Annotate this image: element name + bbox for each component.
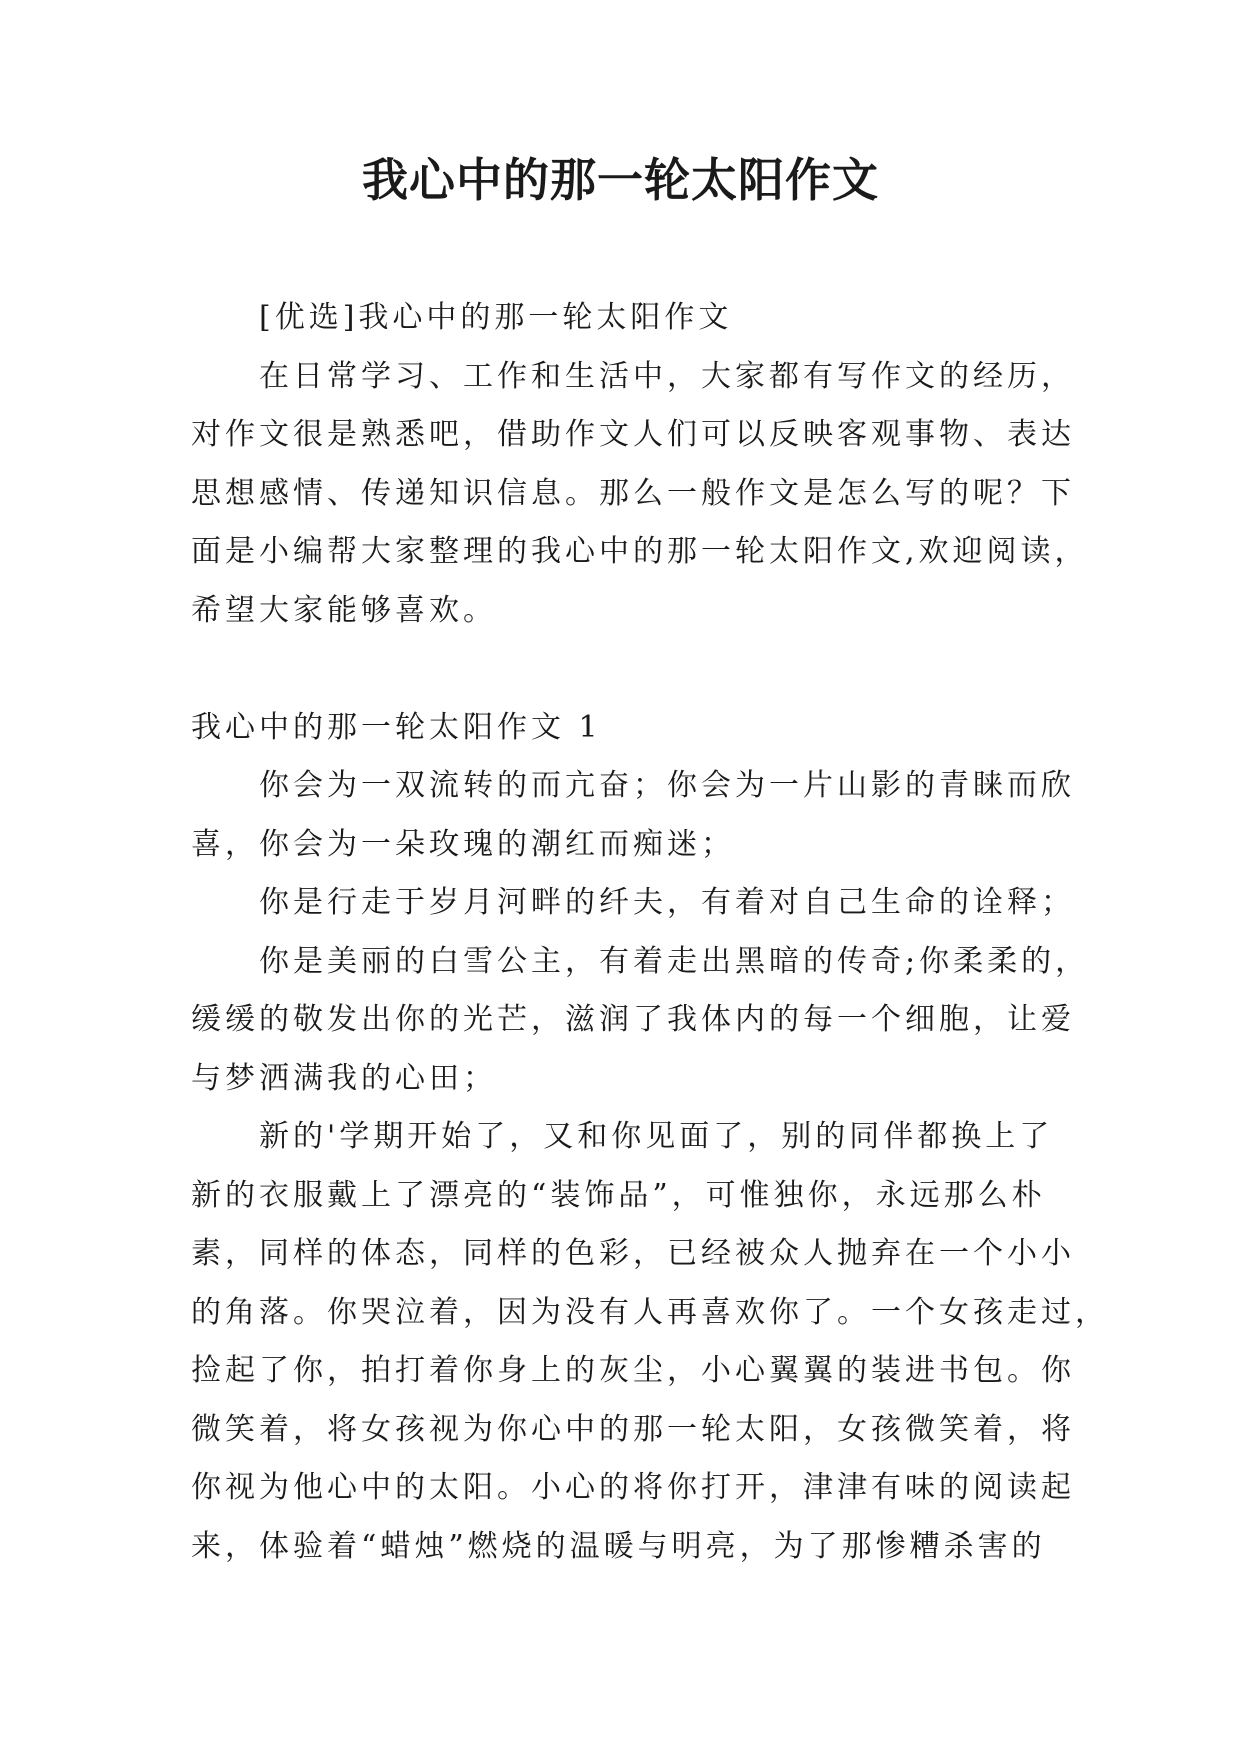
- document-title: 我心中的那一轮太阳作文: [362, 153, 879, 207]
- paragraph-line: 新的'学期开始了，又和你见面了，别的同伴都换上了: [259, 1119, 1054, 1154]
- paragraph-line: 你是行走于岁月河畔的纤夫，有着对自己生命的诠释；: [259, 885, 1075, 920]
- blank-line: [191, 640, 1075, 699]
- paragraph-line: 你是美丽的白雪公主，有着走出黑暗的传奇;你柔柔的，: [259, 943, 1090, 979]
- paragraph-line: 思想感情、传递知识信息。那么一般作文是怎么写的呢？下: [191, 475, 1075, 511]
- paragraph-line: 素，同样的体态，同样的色彩，已经被众人抛弃在一个小小: [191, 1236, 1075, 1271]
- paragraph-line: 面是小编帮大家整理的我心中的那一轮太阳作文,欢迎阅读，: [191, 534, 1089, 569]
- section-heading: 我心中的那一轮太阳作文 1: [191, 709, 602, 745]
- document-body: [191, 289, 1109, 1576]
- paragraph-line: [优选]我心中的那一轮太阳作文: [259, 300, 733, 335]
- paragraph-line: 的角落。你哭泣着，因为没有人再喜欢你了。一个女孩走过，: [191, 1294, 1109, 1330]
- paragraph-line: 你视为他心中的太阳。小心的将你打开，津津有味的阅读起: [191, 1470, 1075, 1505]
- paragraph-line: 微笑着，将女孩视为你心中的那一轮太阳，女孩微笑着，将: [191, 1411, 1075, 1447]
- paragraph-line: 来，体验着“蜡烛”燃烧的温暖与明亮，为了那惨糟杀害的: [191, 1528, 1046, 1564]
- paragraph-line: 希望大家能够喜欢。: [191, 592, 497, 628]
- paragraph-line: 与梦洒满我的心田；: [191, 1060, 497, 1096]
- paragraph-line: 缓缓的敬发出你的光芒，滋润了我体内的每一个细胞，让爱: [191, 1002, 1075, 1037]
- paragraph-line: 你会为一双流转的而亢奋；你会为一片山影的青睐而欣: [259, 768, 1075, 803]
- paragraph-line: 在日常学习、工作和生活中，大家都有写作文的经历，: [259, 358, 1075, 394]
- paragraph-line: 新的衣服戴上了漂亮的“装饰品”，可惟独你，永远那么朴: [191, 1177, 1046, 1213]
- paragraph-line: 对作文很是熟悉吧，借助作文人们可以反映客观事物、表达: [191, 417, 1075, 452]
- paragraph-line: 喜，你会为一朵玫瑰的潮红而痴迷；: [191, 826, 735, 862]
- paragraph-line: 捡起了你，拍打着你身上的灰尘，小心翼翼的装进书包。你: [191, 1353, 1075, 1388]
